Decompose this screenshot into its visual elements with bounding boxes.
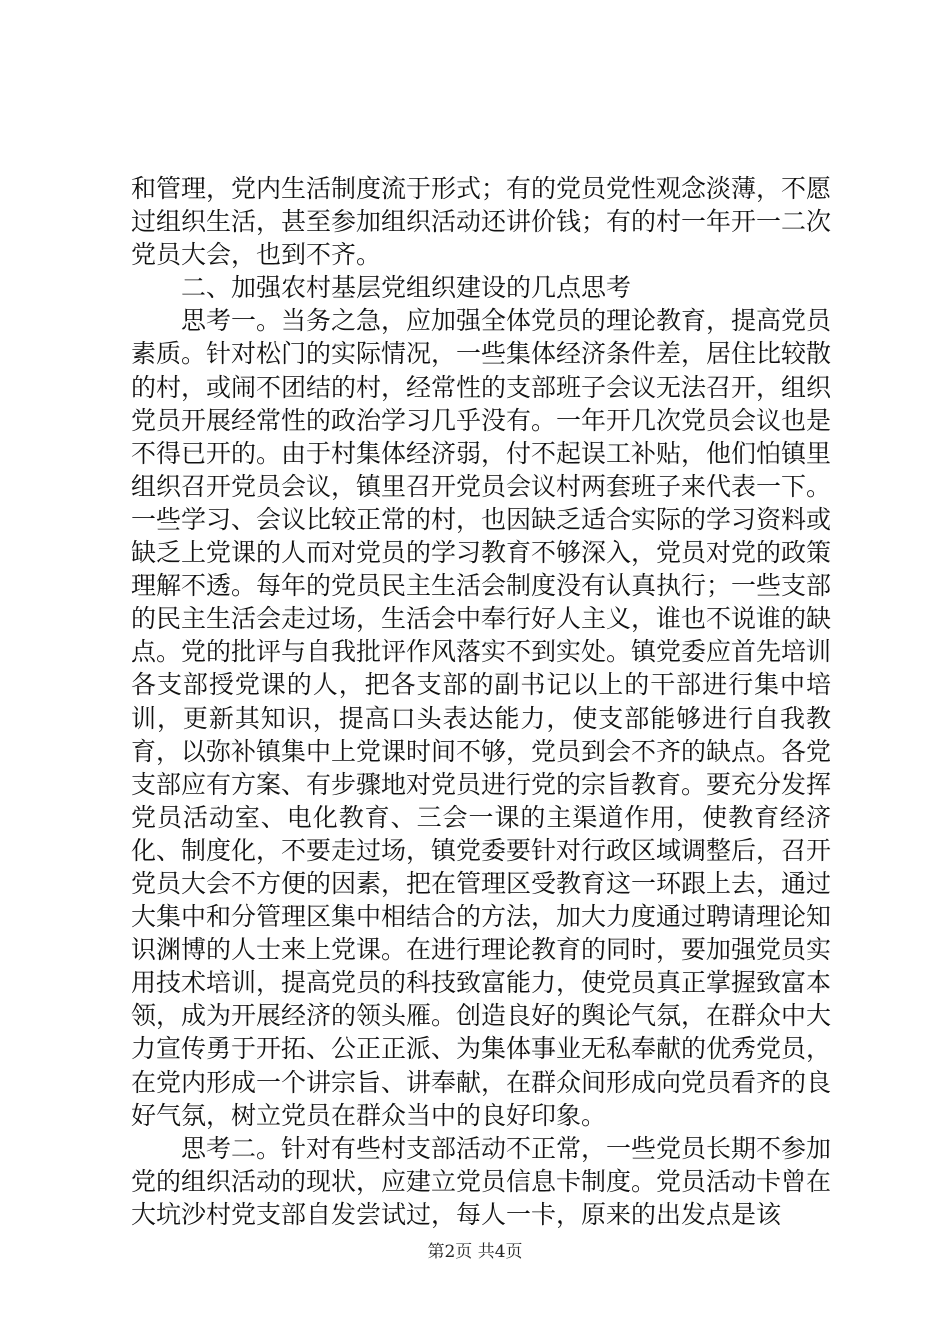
body-text bbox=[131, 172, 831, 1231]
page-footer: 第2页 共4页 bbox=[427, 1242, 523, 1262]
paragraph-thought-two: 思考二。针对有些村支部活动不正常，一些党员长期不参加党的组织活动的现状，应建立党员信息卡制度。党员活动卡曾在大坑沙村党支部自发尝试过，每人一卡，原来的出发点是该 bbox=[131, 1133, 832, 1229]
paragraph-continuation: 和管理，党内生活制度流于形式；有的党员党性观念淡薄，不愿过组织生活，甚至参加组织活动还讲价钱；有的村一年开一二次党员大会，也到不齐。 bbox=[131, 174, 832, 270]
paragraph-thought-one: 思考一。当务之急，应加强全体党员的理论教育，提高党员素质。针对松门的实际情况，一些集体经济条件差，居住比较散的村，或闹不团结的村，经常性的支部班子会议无法召开，组织党员开展经常性的政治学习几乎没有。一年开几次党员会议也是不得已开的。由于村集体经济弱，付不起误工补贴，他们怕镇里组织召开党员会议，镇里召开党员会议村两套班子来代表一下。一些学习、会议比较正常的村，也因缺乏适合实际的学习资料或缺乏上党课的人而对党员的学习教育不够深入，党员对党的政策理解不透。每年的党员民主生活会制度没有认真执行；一些支部的民主生活会走过场，生活会中奉行好人主义，谁也不说谁的缺点。党的批评与自我批评作风落实不到实处。镇党委应首先培训各支部授党课的人，把各支部的副书记以上的干部进行集中培训，更新其知识，提高口头表达能力，使支部能够进行自我教育，以弥补镇集中上党课时间不够，党员到会不齐的缺点。各党支部应有方案、有步骤地对党员进行党的宗旨教育。要充分发挥党员活动室、电化教育、三会一课的主渠道作用，使教育经济化、制度化，不要走过场，镇党委要针对行政区域调整后，召开党员大会不方便的因素，把在管理区受教育这一环跟上去，通过大集中和分管理区集中相结合的方法，加大力度通过聘请理论知识渊博的人士来上党课。在进行理论教育的同时，要加强党员实用技术培训，提高党员的科技致富能力，使党员真正掌握致富本领，成为开展经济的领头雁。创造良好的舆论气氛，在群众中大力宣传勇于开拓、公正正派、为集体事业无私奉献的优秀党员，在党内形成一个讲宗旨、讲奉献，在群众间形成向党员看齐的良好气氛，树立党员在群众当中的良好印象。 bbox=[131, 306, 832, 1130]
section-heading: 二、加强农村基层党组织建设的几点思考 bbox=[181, 273, 632, 303]
